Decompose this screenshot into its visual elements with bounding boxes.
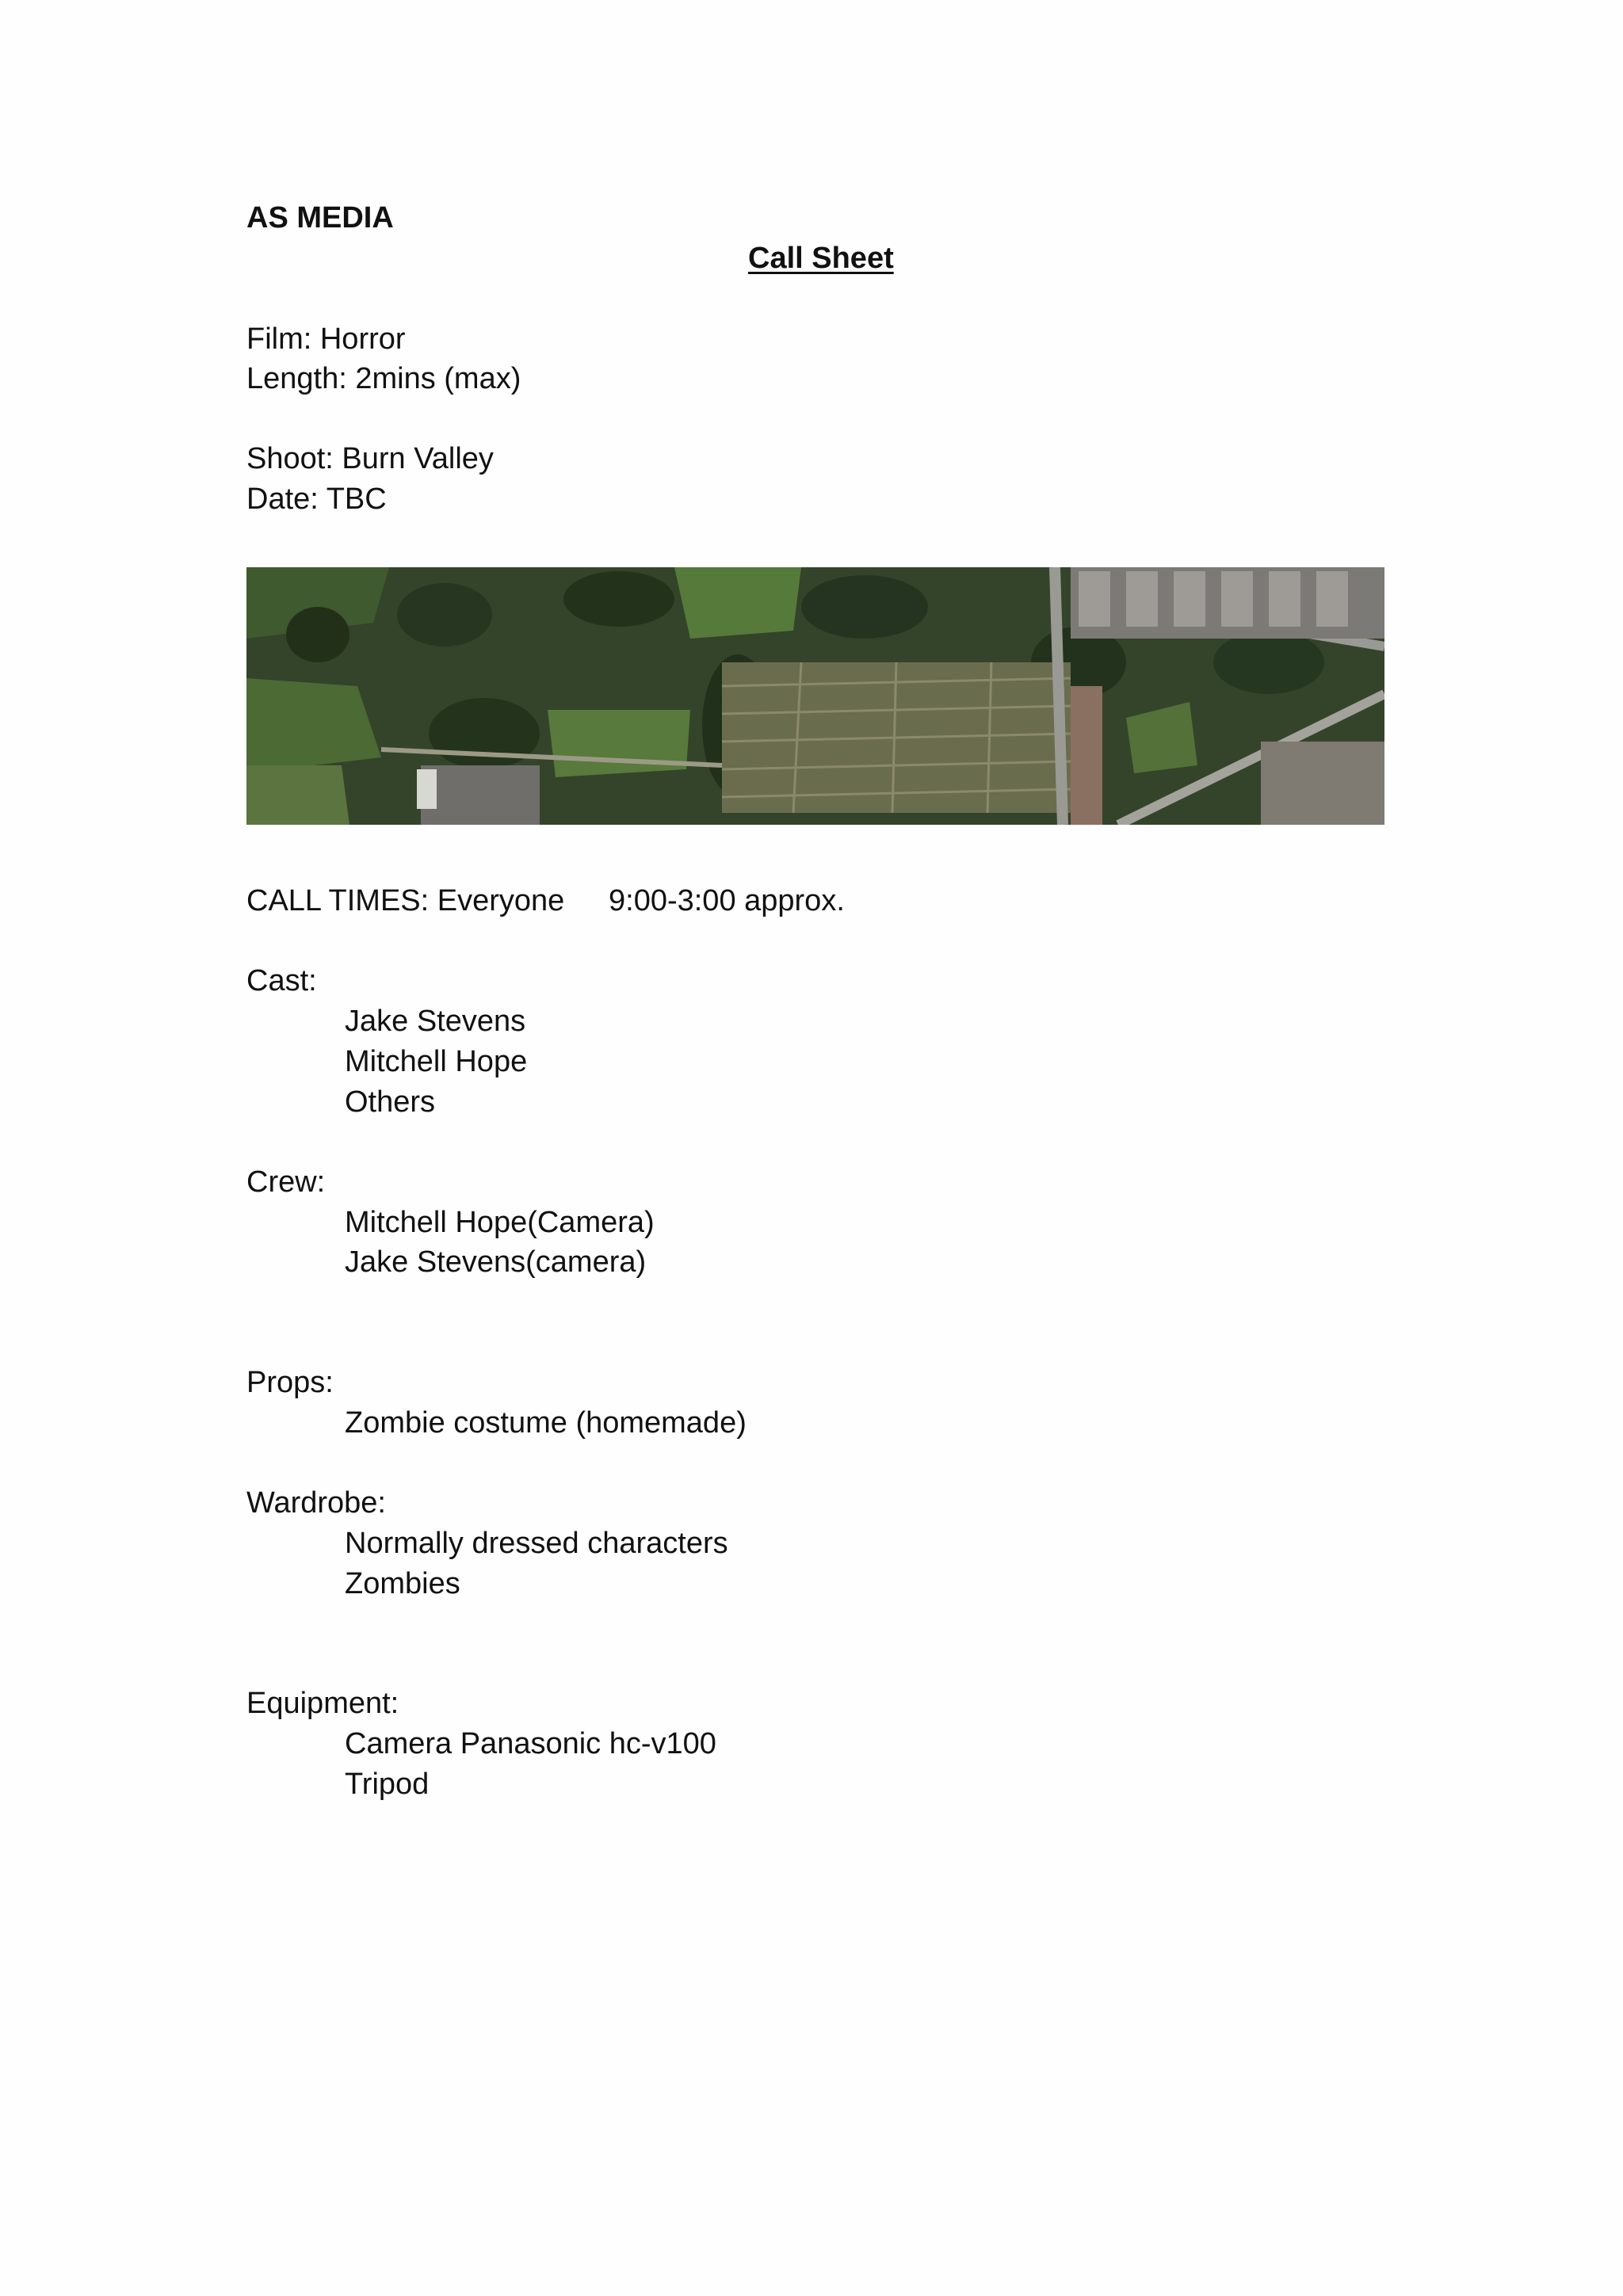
- list-item: Mitchell Hope(Camera): [345, 1206, 655, 1239]
- list-item: Tripod: [345, 1768, 430, 1801]
- list-item: Zombie costume (homemade): [345, 1406, 747, 1440]
- aerial-map-icon: [246, 567, 1384, 825]
- shoot-location: Shoot: Burn Valley: [246, 442, 494, 475]
- shoot-date: Date: TBC: [246, 482, 387, 516]
- crew-heading: Crew:: [246, 1165, 326, 1199]
- cast-heading: Cast:: [246, 964, 317, 997]
- list-item: Mitchell Hope: [345, 1045, 528, 1078]
- org-name: AS MEDIA: [246, 201, 394, 235]
- props-heading: Props:: [246, 1366, 334, 1399]
- page-title: Call Sheet: [748, 242, 894, 275]
- list-item: Zombies: [345, 1567, 460, 1600]
- aerial-map-image: [246, 567, 1384, 825]
- film-length: Length: 2mins (max): [246, 362, 521, 395]
- wardrobe-heading: Wardrobe:: [246, 1486, 386, 1520]
- list-item: Normally dressed characters: [345, 1527, 728, 1560]
- list-item: Others: [345, 1085, 436, 1119]
- equipment-heading: Equipment:: [246, 1687, 399, 1720]
- list-item: Camera Panasonic hc-v100: [345, 1727, 716, 1760]
- call-times-label: CALL TIMES: Everyone: [246, 884, 565, 917]
- list-item: Jake Stevens: [345, 1005, 526, 1038]
- film-genre: Film: Horror: [246, 322, 406, 356]
- call-times-value: 9:00-3:00 approx.: [609, 884, 845, 917]
- list-item: Jake Stevens(camera): [345, 1245, 647, 1279]
